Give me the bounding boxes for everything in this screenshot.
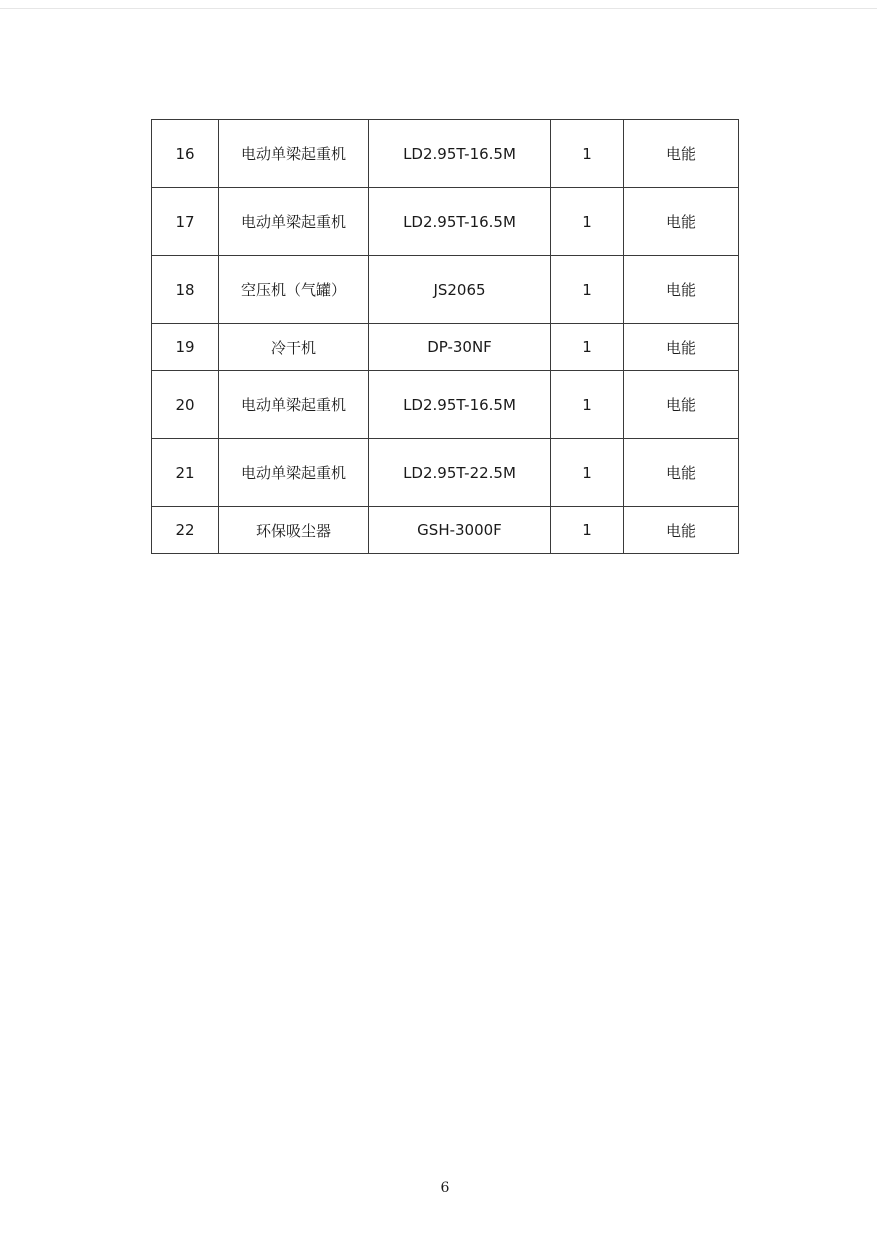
quantity-cell: 1 bbox=[551, 188, 624, 256]
equipment-model-cell: LD2.95T-16.5M bbox=[369, 371, 551, 439]
row-number-cell: 16 bbox=[152, 120, 219, 188]
table-row bbox=[152, 439, 739, 507]
scan-edge-line bbox=[0, 8, 877, 9]
table-row bbox=[152, 507, 739, 554]
quantity-cell: 1 bbox=[551, 371, 624, 439]
equipment-model-cell: GSH-3000F bbox=[369, 507, 551, 554]
quantity-cell: 1 bbox=[551, 256, 624, 324]
row-number-cell: 20 bbox=[152, 371, 219, 439]
equipment-name-cell: 冷干机 bbox=[219, 324, 369, 371]
table-row bbox=[152, 188, 739, 256]
row-number-cell: 19 bbox=[152, 324, 219, 371]
energy-type-cell: 电能 bbox=[624, 439, 739, 507]
equipment-table-body bbox=[152, 120, 739, 554]
table-row bbox=[152, 324, 739, 371]
equipment-name-cell: 电动单梁起重机 bbox=[219, 120, 369, 188]
page-number: 6 bbox=[440, 1180, 450, 1196]
energy-type-cell: 电能 bbox=[624, 256, 739, 324]
equipment-model-cell: DP-30NF bbox=[369, 324, 551, 371]
energy-type-cell: 电能 bbox=[624, 371, 739, 439]
equipment-name-cell: 环保吸尘器 bbox=[219, 507, 369, 554]
row-number-cell: 22 bbox=[152, 507, 219, 554]
equipment-model-cell: LD2.95T-22.5M bbox=[369, 439, 551, 507]
table-row bbox=[152, 371, 739, 439]
quantity-cell: 1 bbox=[551, 439, 624, 507]
equipment-name-cell: 电动单梁起重机 bbox=[219, 188, 369, 256]
quantity-cell: 1 bbox=[551, 324, 624, 371]
equipment-model-cell: LD2.95T-16.5M bbox=[369, 120, 551, 188]
quantity-cell: 1 bbox=[551, 120, 624, 188]
row-number-cell: 18 bbox=[152, 256, 219, 324]
energy-type-cell: 电能 bbox=[624, 120, 739, 188]
row-number-cell: 21 bbox=[152, 439, 219, 507]
table-row bbox=[152, 120, 739, 188]
equipment-name-cell: 空压机（气罐） bbox=[219, 256, 369, 324]
energy-type-cell: 电能 bbox=[624, 507, 739, 554]
quantity-cell: 1 bbox=[551, 507, 624, 554]
equipment-model-cell: JS2065 bbox=[369, 256, 551, 324]
equipment-table bbox=[151, 119, 739, 554]
equipment-model-cell: LD2.95T-16.5M bbox=[369, 188, 551, 256]
energy-type-cell: 电能 bbox=[624, 324, 739, 371]
table-row bbox=[152, 256, 739, 324]
equipment-name-cell: 电动单梁起重机 bbox=[219, 439, 369, 507]
equipment-name-cell: 电动单梁起重机 bbox=[219, 371, 369, 439]
energy-type-cell: 电能 bbox=[624, 188, 739, 256]
row-number-cell: 17 bbox=[152, 188, 219, 256]
